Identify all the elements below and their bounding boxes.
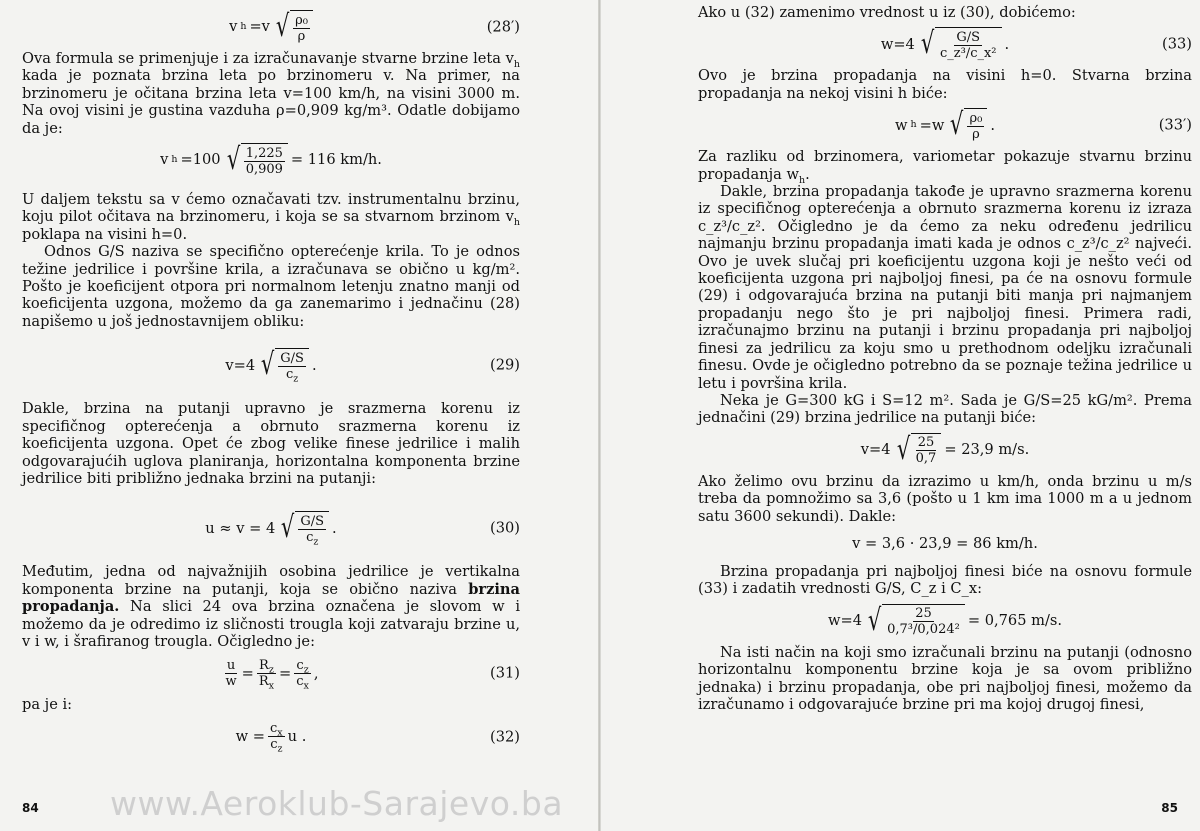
- equation-30: u ≈ v = 4 √ $\frac{G/S}{c_z}$ . (30): [205, 510, 520, 548]
- paragraph-r1: Ako u (32) zamenimo vrednost u iz (30), dobićemo:: [698, 4, 1076, 21]
- paragraph-r7: Brzina propadanja pri najboljoj finesi biće na osnovu formule (33) i zadatih vrednosti G/S, C_z i C_x:: [698, 562, 1192, 598]
- equation-31: $\frac{u}{w}$ = $\frac{R_z}{R_x}$ = $\frac{c_z}{c_x}$ , (31): [225, 657, 520, 692]
- paragraph-r2: Ovo je brzina propadanja na visini h=0. Stvarna brzina propadanja na nekoj visini h biće:: [698, 67, 1192, 102]
- paragraph-r6: Ako želimo ovu brzinu da izrazimo u km/h, onda brzinu u m/s treba da pomnožimo sa 3,6 (pošto u 1 km ima 1000 m a u jednom satu 3600 sekundi). Dakle:: [698, 472, 1192, 525]
- paragraph-2: U daljem tekstu sa v ćemo označavati tzv. instrumentalnu brzinu, koju pilot očitava na brzinomeru, i koja se sa stvarnom brzinom $v_h$ poklapa na visini h=0.: [22, 191, 520, 243]
- equation-33-prime: w h =w √ $\frac{\text{ρ₀}}{\rho}$ . (33′): [895, 107, 1192, 143]
- equation-example-w: w=4 √ $\frac{25}{\text{0,7³/0,024²}}$ = 0,765 m/s.: [827, 602, 1062, 638]
- equation-28-prime: v h =v √ $\frac{\text{ρ₀}}{\rho}$ (28′): [229, 9, 520, 44]
- radical: √ $\frac{G/S}{\text{c\_z³/c\_x²}}$: [918, 27, 1002, 61]
- equation-number: (33): [1162, 35, 1192, 53]
- equation-32: w = $\frac{c_x}{c_z}$ u . (32): [235, 721, 520, 755]
- page-number-left: 84: [22, 800, 39, 815]
- equation-number: (29): [490, 356, 520, 374]
- paragraph-4: Dakle, brzina na putanji upravno je srazmerna korenu iz specifičnog opterećenja a obrnuto srazmerna korenu iz koeficijenta uzgona. Opet će zbog velike finese jedrilice i malih odgovarajućih uglova planiranja, horizontalna komponenta brzine jedrilice biti približno jednaka brzini na putanji:: [22, 400, 520, 487]
- equation-number: (33′): [1158, 116, 1192, 134]
- radical: √ $\frac{25}{\text{0,7³/0,024²}}$: [865, 604, 965, 638]
- equation-number: (28′): [486, 18, 520, 36]
- right-page: [600, 0, 1200, 831]
- equation-number: (30): [490, 519, 520, 537]
- equation-33: w=4 √ $\frac{G/S}{\text{c\_z³/c\_x²}}$ . (33): [880, 26, 1192, 62]
- equation-example-vh: v h =100 √ $\frac{1,225}{0,909}$ = 116 km/h.: [160, 142, 382, 178]
- radical: √ $\frac{25}{0,7}$: [894, 433, 942, 467]
- watermark: www.Aeroklub-Sarajevo.ba: [110, 784, 564, 823]
- paragraph-r4: Dakle, brzina propadanja takođe je upravno srazmerna korenu iz specifičnog opterećenja a obrnuto srazmerna korenu iz izraza c_z³/c_z². Očigledno je da ćemo za neku određenu jedrilicu najmanju brzinu propadanja imati kada je odnos c_z³/c_z² najveći. Ovo je uvek slučaj pri koeficijentu uzgona koji je nešto veći od koeficijenta uzgona pri najboljoj finesi, pa će na osnovu formule (29) i odgovarajuća brzina na putanji biti manja pri najmanjem propadanju nego što je pri najboljoj finesi. Primera radi, izračunajmo brzinu na putanji i brzinu propadanja pri najboljoj finesi za jedrilicu za koju smo u prethodnom odeljku izračunali finesu. Ovde je očigledno potrebno da se poznaje težina jedrilice u letu i površina krila.: [698, 183, 1192, 392]
- paragraph-r5: Neka je G=300 kG i S=12 m². Sada je G/S=25 kG/m². Prema jednačini (29) brzina jedrilice na putanji biće:: [698, 391, 1192, 427]
- radical: √ $\frac{\text{ρ₀}}{\rho}$: [947, 108, 987, 142]
- equation-example-kmh: v = 3,6 · 23,9 = 86 km/h.: [852, 535, 1038, 553]
- radical: √ $\frac{G/S}{c_z}$: [278, 511, 329, 545]
- equation-number: (32): [490, 728, 520, 746]
- equation-29: v=4 √ $\frac{G/S}{c_z}$ . (29): [225, 347, 520, 385]
- paragraph-r3: Za razliku od brzinomera, variometar pokazuje stvarnu brzinu propadanja $w_h$.: [698, 148, 1192, 186]
- paragraph-6: pa je i:: [22, 696, 73, 714]
- equation-example-v: v=4 √ $\frac{25}{0,7}$ = 23,9 m/s.: [860, 431, 1030, 467]
- paragraph-3: Odnos G/S naziva se specifično opterećenje krila. To je odnos težine jedrilice i površine krila, a izračunava se obično u kg/m². Pošto je koeficijent otpora pri normalnom letenju znatno manji od koeficijenta uzgona, možemo da ga zanemarimo i jednačinu (28) napišemo u još jednostavnijem obliku:: [22, 243, 520, 330]
- radical: √ $\frac{\text{ρ₀}}{\rho}$: [273, 10, 313, 44]
- equation-number: (31): [490, 664, 520, 682]
- paragraph-1: Ova formula se primenjuje i za izračunavanje stvarne brzine leta $v_h$ kada je poznata brzina leta po brzinomeru v. Na primer, na brzinomeru je očitana brzina leta v=100 km/h, na visini 3000 m. Na ovoj visini je gustina vazduha ρ=0,909 kg/m³. Odatle dobijamo da je:: [22, 50, 520, 137]
- radical: √ $\frac{G/S}{c_z}$: [258, 348, 309, 382]
- page-number-right: 85: [1161, 800, 1178, 815]
- paragraph-r8: Na isti način na koji smo izračunali brzinu na putanji (odnosno horizontalnu komponentu brzine koja je sa ovom približno jednaka) i brzinu propadanja, obe pri najboljoj finesi, možemo da izračunamo i odgovarajuće brzine pri ma kojoj drugoj finesi,: [698, 643, 1192, 713]
- radical: √ $\frac{1,225}{0,909}$: [224, 143, 288, 177]
- paragraph-5: Međutim, jedna od najvažnijih osobina jedrilice je vertikalna komponenta brzine na putanji, koja se obično naziva brzina propadanja. Na slici 24 ova brzina označena je slovom w i možemo da je odredimo iz sličnosti trougla koji zatvaraju brzine u, v i w, i šrafiranog trougla. Očigledno je:: [22, 563, 520, 650]
